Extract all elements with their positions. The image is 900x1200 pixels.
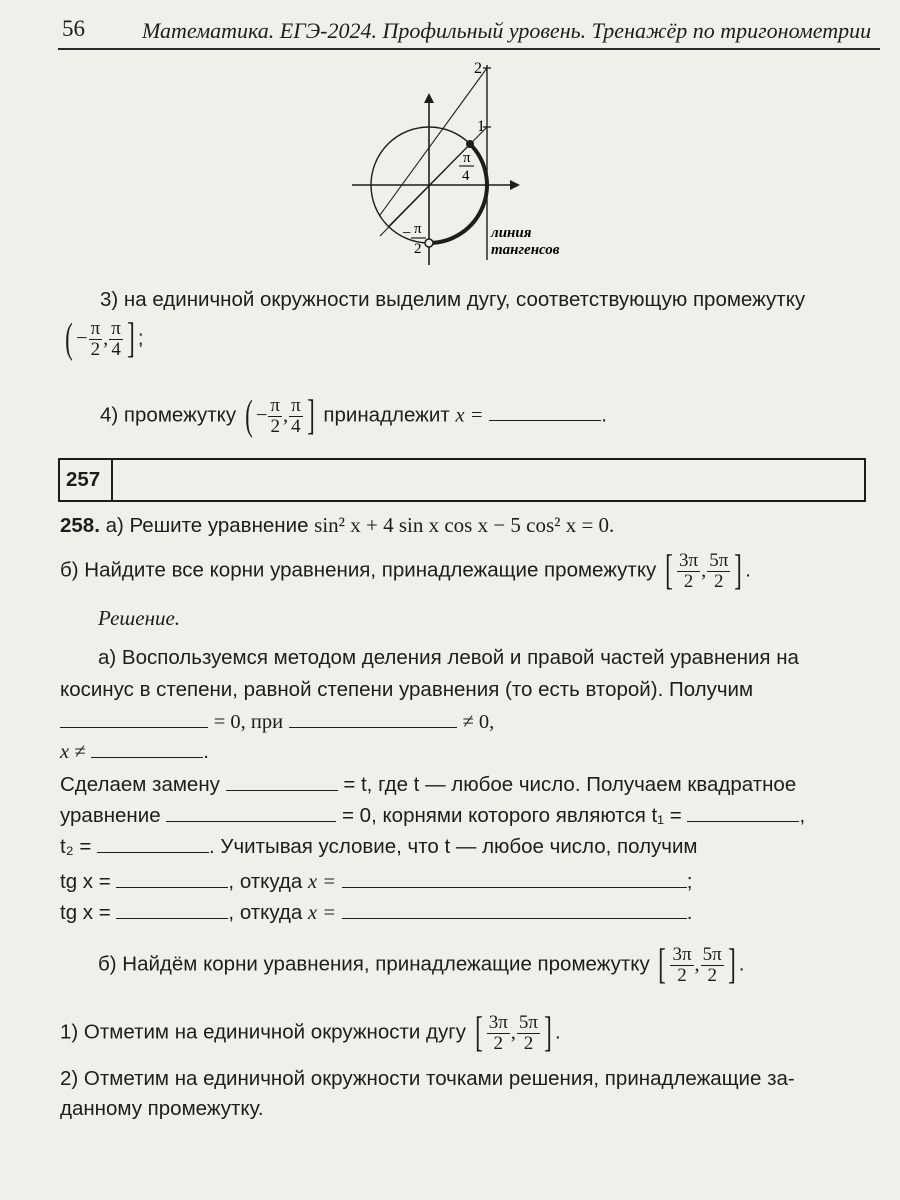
solution-p2: косинус в степени, равной степени уравнения (то есть второй). Получим <box>60 678 754 701</box>
step4-frac-2: $\frac{\pi}{4}$ <box>291 394 301 437</box>
x-axis-arrow <box>510 180 520 190</box>
solution-step-1: 1) Отметим на единичной окружности дугу [ $\frac{3\pi}{2}$ , $\frac{5\pi}{2}$ ] . <box>60 1010 561 1056</box>
point-minus-pi-2 <box>425 239 433 247</box>
task-257-number: 257 <box>60 460 113 500</box>
bracket-close: ] <box>127 316 135 362</box>
frac-pi-4: $\frac{\pi}{4}$ <box>111 317 121 360</box>
solution-p4: x ≠ . <box>60 740 209 763</box>
step-4-text: 4) промежутку ( − $\frac{\pi}{2}$ , $\frac{\pi}{4}$ ] принадлежит x = . <box>100 393 607 439</box>
answer-blank-7[interactable] <box>97 836 209 853</box>
solution-p5: Сделаем замену = t, где t — любое число. Получаем квадратное <box>60 773 797 796</box>
answer-blank-6[interactable] <box>687 805 799 822</box>
solution-step-2-line-2: данному промежутку. <box>60 1097 264 1120</box>
answer-blank-9[interactable] <box>342 871 687 888</box>
solution-p7: t₂ = . Учитывая условие, что t — любое число, получим <box>60 835 698 858</box>
label-pi-over-4-num: π <box>463 150 471 166</box>
caption-tangents: тангенсов <box>491 242 560 258</box>
answer-blank-8[interactable] <box>116 871 228 888</box>
task-258-equation: sin² x + 4 sin x cos x − 5 cos² x = 0. <box>314 513 615 537</box>
label-1: 1 <box>477 118 485 135</box>
answer-blank-10[interactable] <box>116 902 228 919</box>
solution-p6: уравнение = 0, корнями которого являются t₁ = , <box>60 804 806 827</box>
answer-blank-4[interactable] <box>226 774 338 791</box>
highlighted-arc <box>429 144 487 243</box>
header-rule <box>58 48 880 50</box>
task-258-b: б) Найдите все корни уравнения, принадлежащие промежутку [ $\frac{3\pi}{2}$ , $\frac{5\pi}{2}$ ] . <box>60 548 751 594</box>
answer-blank-step4[interactable] <box>489 404 601 421</box>
solution-p3: = 0, при ≠ 0, <box>60 710 494 734</box>
label-minus-pi-2-num: π <box>414 221 422 237</box>
answer-blank-2[interactable] <box>289 711 457 728</box>
page-number: 56 <box>62 16 85 41</box>
solution-tg-line-1: tg x = , откуда x = ; <box>60 870 693 893</box>
step-3-text <box>100 288 805 312</box>
step-3-label: 3) на единичной окружности выделим дугу, соответствующую промежутку <box>100 288 806 311</box>
label-pi-over-4-den: 4 <box>462 168 470 184</box>
solution-heading: Решение. <box>98 606 181 630</box>
label-2: 2 <box>474 60 482 77</box>
solution-tg-line-2: tg x = , откуда x = . <box>60 901 693 924</box>
task-258-a: 258. а) Решите уравнение sin² x + 4 sin x cos x − 5 cos² x = 0. <box>60 513 615 537</box>
solution-p1: а) Воспользуемся методом деления левой и правой частей уравнения на <box>98 646 799 669</box>
step-3-interval: ( − $\frac{\pi}{2}$ , $\frac{\pi}{4}$ ] ; <box>65 316 144 362</box>
solution-b: б) Найдём корни уравнения, принадлежащие промежутку [ $\frac{3\pi}{2}$ , $\frac{5\pi}{2}$ ] . <box>98 942 745 988</box>
unit-circle-figure <box>340 55 600 280</box>
label-minus: − <box>402 225 412 242</box>
point-pi-4 <box>466 140 474 148</box>
answer-blank-3[interactable] <box>91 741 203 758</box>
answer-blank-1[interactable] <box>60 711 208 728</box>
answer-blank-5[interactable] <box>166 805 336 822</box>
label-minus-pi-2-den: 2 <box>414 241 422 257</box>
step4-frac-1: $\frac{\pi}{2}$ <box>270 394 280 437</box>
answer-blank-11[interactable] <box>342 902 687 919</box>
task-257-answer-box[interactable] <box>58 458 866 502</box>
solution-step-2-line-1: 2) Отметим на единичной окружности точками решения, принадлежащие за- <box>60 1067 795 1090</box>
caption-line: линия <box>491 225 532 241</box>
page-header-title: Математика. ЕГЭ-2024. Профильный уровень. Тренажёр по тригонометрии <box>142 18 872 43</box>
task-258-number: 258. <box>60 514 100 537</box>
frac-minus-pi-2: $\frac{\pi}{2}$ <box>90 317 101 360</box>
paren-open: ( <box>65 316 73 362</box>
y-axis-arrow <box>424 93 434 103</box>
